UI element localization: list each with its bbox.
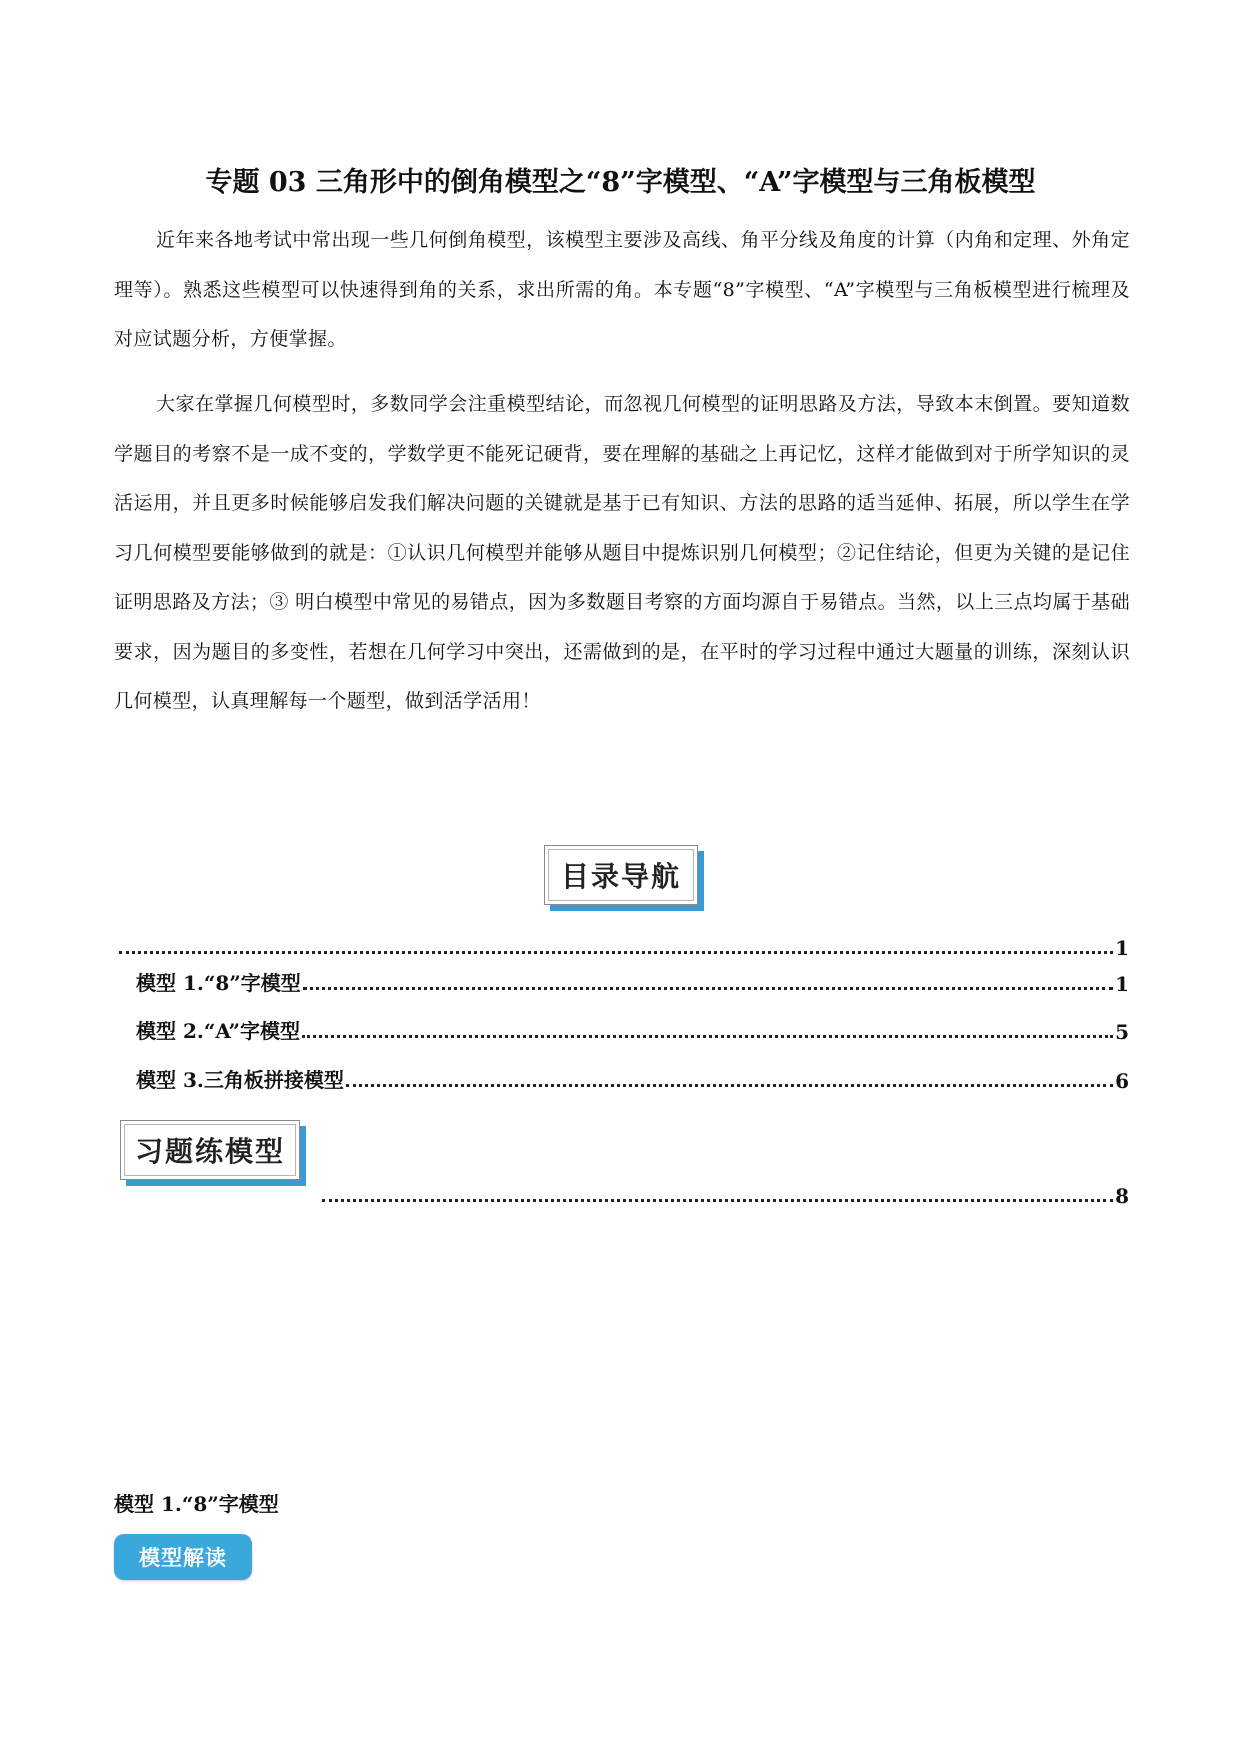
toc-entry[interactable] xyxy=(117,932,1129,960)
toc-entry-label: 模型 1.“8”字模型 xyxy=(136,971,301,995)
toc-entry-page: 8 xyxy=(1115,1184,1129,1208)
toc-heading: 目录导航 xyxy=(544,845,698,905)
toc-entry-page: 6 xyxy=(1115,1069,1129,1093)
intro-paragraph: 近年来各地考试中常出现一些几何倒角模型，该模型主要涉及高线、角平分线及角度的计算（内角和定理、外角定理等）。熟悉这些模型可以快速得到角的关系，求出所需的角。本专题“8”字模型、“A”字模型与三角板模型进行梳理及对应试题分析，方便掌握。 xyxy=(114,229,1130,350)
toc-entry-page: 1 xyxy=(1115,972,1129,996)
toc-leader-dots xyxy=(302,1035,1113,1038)
toc-entry-label: 模型 3.三角板拼接模型 xyxy=(136,1068,344,1092)
toc-entry-label: 模型 2.“A”字模型 xyxy=(136,1019,300,1043)
toc-leader-dots xyxy=(346,1084,1113,1087)
toc-leader-dots xyxy=(303,987,1113,990)
toc-entry-model-2[interactable] xyxy=(136,1016,1129,1044)
toc-leader-dots xyxy=(119,951,1113,954)
toc-entry-model-1[interactable] xyxy=(136,968,1129,996)
advice-paragraph: 大家在掌握几何模型时，多数同学会注重模型结论，而忽视几何模型的证明思路及方法，导致本末倒置。要知道数学题目的考察不是一成不变的，学数学更不能死记硬背，要在理解的基础之上再记忆，这样才能做到对于所学知识的灵活运用，并且更多时候能够启发我们解决问题的关键就是基于已有知识、方法的思路的适当延伸、拓展，所以学生在学习几何模型要能够做到的就是：①认识几何模型并能够从题目中提炼识别几何模型；②记住结论，但更为关键的是记住证明思路及方法；③ 明白模型中常见的易错点，因为多数题目考察的方面均源自于易错点。当然，以上三点均属于基础要求，因为题目的多变性，若想在几何学习中突出，还需做到的是，在平时的学习过程中通过大题量的训练，深刻认识几何模型，认真理解每一个题型，做到活学活用！ xyxy=(114,393,1130,712)
section-title: 模型 1.“8”字模型 xyxy=(114,1492,279,1516)
model-interpretation-badge: 模型解读 xyxy=(114,1534,252,1580)
exercise-heading[interactable]: 习题练模型 xyxy=(120,1120,300,1180)
toc-entry-exercises[interactable] xyxy=(320,1180,1129,1208)
document-title: 专题 03 三角形中的倒角模型之“8”字模型、“A”字模型与三角板模型 xyxy=(205,167,1036,198)
toc-entry-model-3[interactable] xyxy=(136,1065,1129,1093)
toc-entry-page: 1 xyxy=(1115,936,1129,960)
toc-leader-dots xyxy=(322,1199,1113,1202)
toc-entry-page: 5 xyxy=(1115,1020,1129,1044)
